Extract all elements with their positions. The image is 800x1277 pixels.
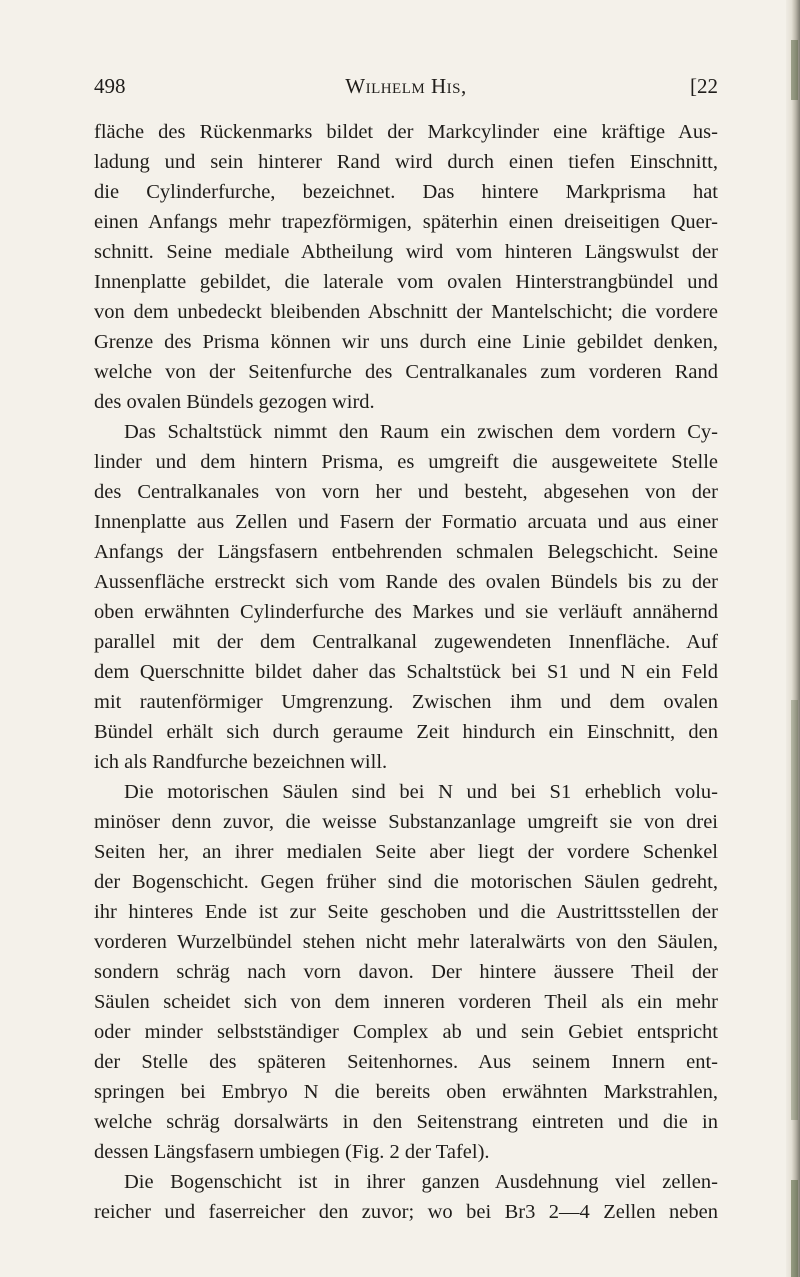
- text-line: welche schräg dorsalwärts in den Seitenstrang eintreten und die in: [94, 1111, 718, 1133]
- text-line: ladung und sein hinterer Rand wird durch einen tiefen Einschnitt,: [94, 151, 718, 173]
- text-line: welche von der Seitenfurche des Centralkanales zum vorderen Rand: [94, 361, 718, 383]
- text-line: Innenplatte gebildet, die laterale vom ovalen Hinterstrangbündel und: [94, 271, 718, 293]
- text-line: Anfangs der Längsfasern entbehrenden schmalen Belegschicht. Seine: [94, 541, 718, 563]
- text-line: von dem unbedeckt bleibenden Abschnitt der Mantelschicht; die vordere: [94, 301, 718, 323]
- text-line: schnitt. Seine mediale Abtheilung wird vom hinteren Längswulst der: [94, 241, 718, 263]
- text-line: des Centralkanales von vorn her und besteht, abgesehen von der: [94, 481, 718, 503]
- text-line: der Bogenschicht. Gegen früher sind die motorischen Säulen gedreht,: [94, 871, 718, 893]
- text-line: oben erwähnten Cylinderfurche des Markes und sie verläuft annähernd: [94, 601, 718, 623]
- running-header: [94, 74, 718, 104]
- text-line: der Stelle des späteren Seitenhornes. Aus seinem Innern ent-: [94, 1051, 718, 1073]
- text-line: ich als Randfurche bezeichnen will.: [94, 751, 388, 773]
- text-line: Seiten her, an ihrer medialen Seite aber liegt der vordere Schenkel: [94, 841, 718, 863]
- text-line: Aussenfläche erstreckt sich vom Rande des ovalen Bündels bis zu der: [94, 571, 718, 593]
- text-line: Bündel erhält sich durch geraume Zeit hindurch ein Einschnitt, den: [94, 721, 718, 743]
- text-line: mit rautenförmiger Umgrenzung. Zwischen ihm und dem ovalen: [94, 691, 718, 713]
- text-line: Grenze des Prisma können wir uns durch eine Linie gebildet denken,: [94, 331, 718, 353]
- text-line: des ovalen Bündels gezogen wird.: [94, 391, 375, 413]
- text-line: vorderen Wurzelbündel stehen nicht mehr lateralwärts von den Säulen,: [94, 931, 718, 953]
- section-reference: [22: [690, 74, 718, 98]
- text-line: sondern schräg nach vorn davon. Der hintere äussere Theil der: [94, 961, 718, 983]
- text-line: Die Bogenschicht ist in ihrer ganzen Ausdehnung viel zellen-: [124, 1171, 718, 1193]
- body-text: [94, 117, 718, 1227]
- text-line: die Cylinderfurche, bezeichnet. Das hintere Markprisma hat: [94, 181, 718, 203]
- text-line: minöser denn zuvor, die weisse Substanzanlage umgreift sie von drei: [94, 811, 718, 833]
- page-number: 498: [94, 74, 126, 98]
- text-line: dem Querschnitte bildet daher das Schaltstück bei S1 und N ein Feld: [94, 661, 718, 683]
- running-title: Wilhelm His,: [345, 74, 467, 98]
- text-line: Die motorischen Säulen sind bei N und bei S1 erheblich volu-: [124, 781, 718, 803]
- text-line: parallel mit der dem Centralkanal zugewendeten Innenfläche. Auf: [94, 631, 718, 653]
- text-line: fläche des Rückenmarks bildet der Markcylinder eine kräftige Aus-: [94, 121, 718, 143]
- text-line: ihr hinteres Ende ist zur Seite geschoben und die Austrittsstellen der: [94, 901, 718, 923]
- text-line: Das Schaltstück nimmt den Raum ein zwischen dem vordern Cy-: [124, 421, 718, 443]
- text-line: oder minder selbstständiger Complex ab und sein Gebiet entspricht: [94, 1021, 718, 1043]
- page-edge-stain: [791, 700, 798, 1120]
- text-line: reicher und faserreicher den zuvor; wo bei Br3 2—4 Zellen neben: [94, 1201, 718, 1223]
- text-line: dessen Längsfasern umbiegen (Fig. 2 der Tafel).: [94, 1141, 490, 1163]
- text-line: linder und dem hintern Prisma, es umgreift die ausgeweitete Stelle: [94, 451, 718, 473]
- text-line: springen bei Embryo N die bereits oben erwähnten Markstrahlen,: [94, 1081, 718, 1103]
- page-edge-stain: [791, 1180, 798, 1277]
- text-line: Säulen scheidet sich von dem inneren vorderen Theil als ein mehr: [94, 991, 718, 1013]
- text-line: Innenplatte aus Zellen und Fasern der Formatio arcuata und aus einer: [94, 511, 718, 533]
- text-line: einen Anfangs mehr trapezförmigen, späterhin einen dreiseitigen Quer-: [94, 211, 718, 233]
- page-edge-stain: [791, 40, 798, 100]
